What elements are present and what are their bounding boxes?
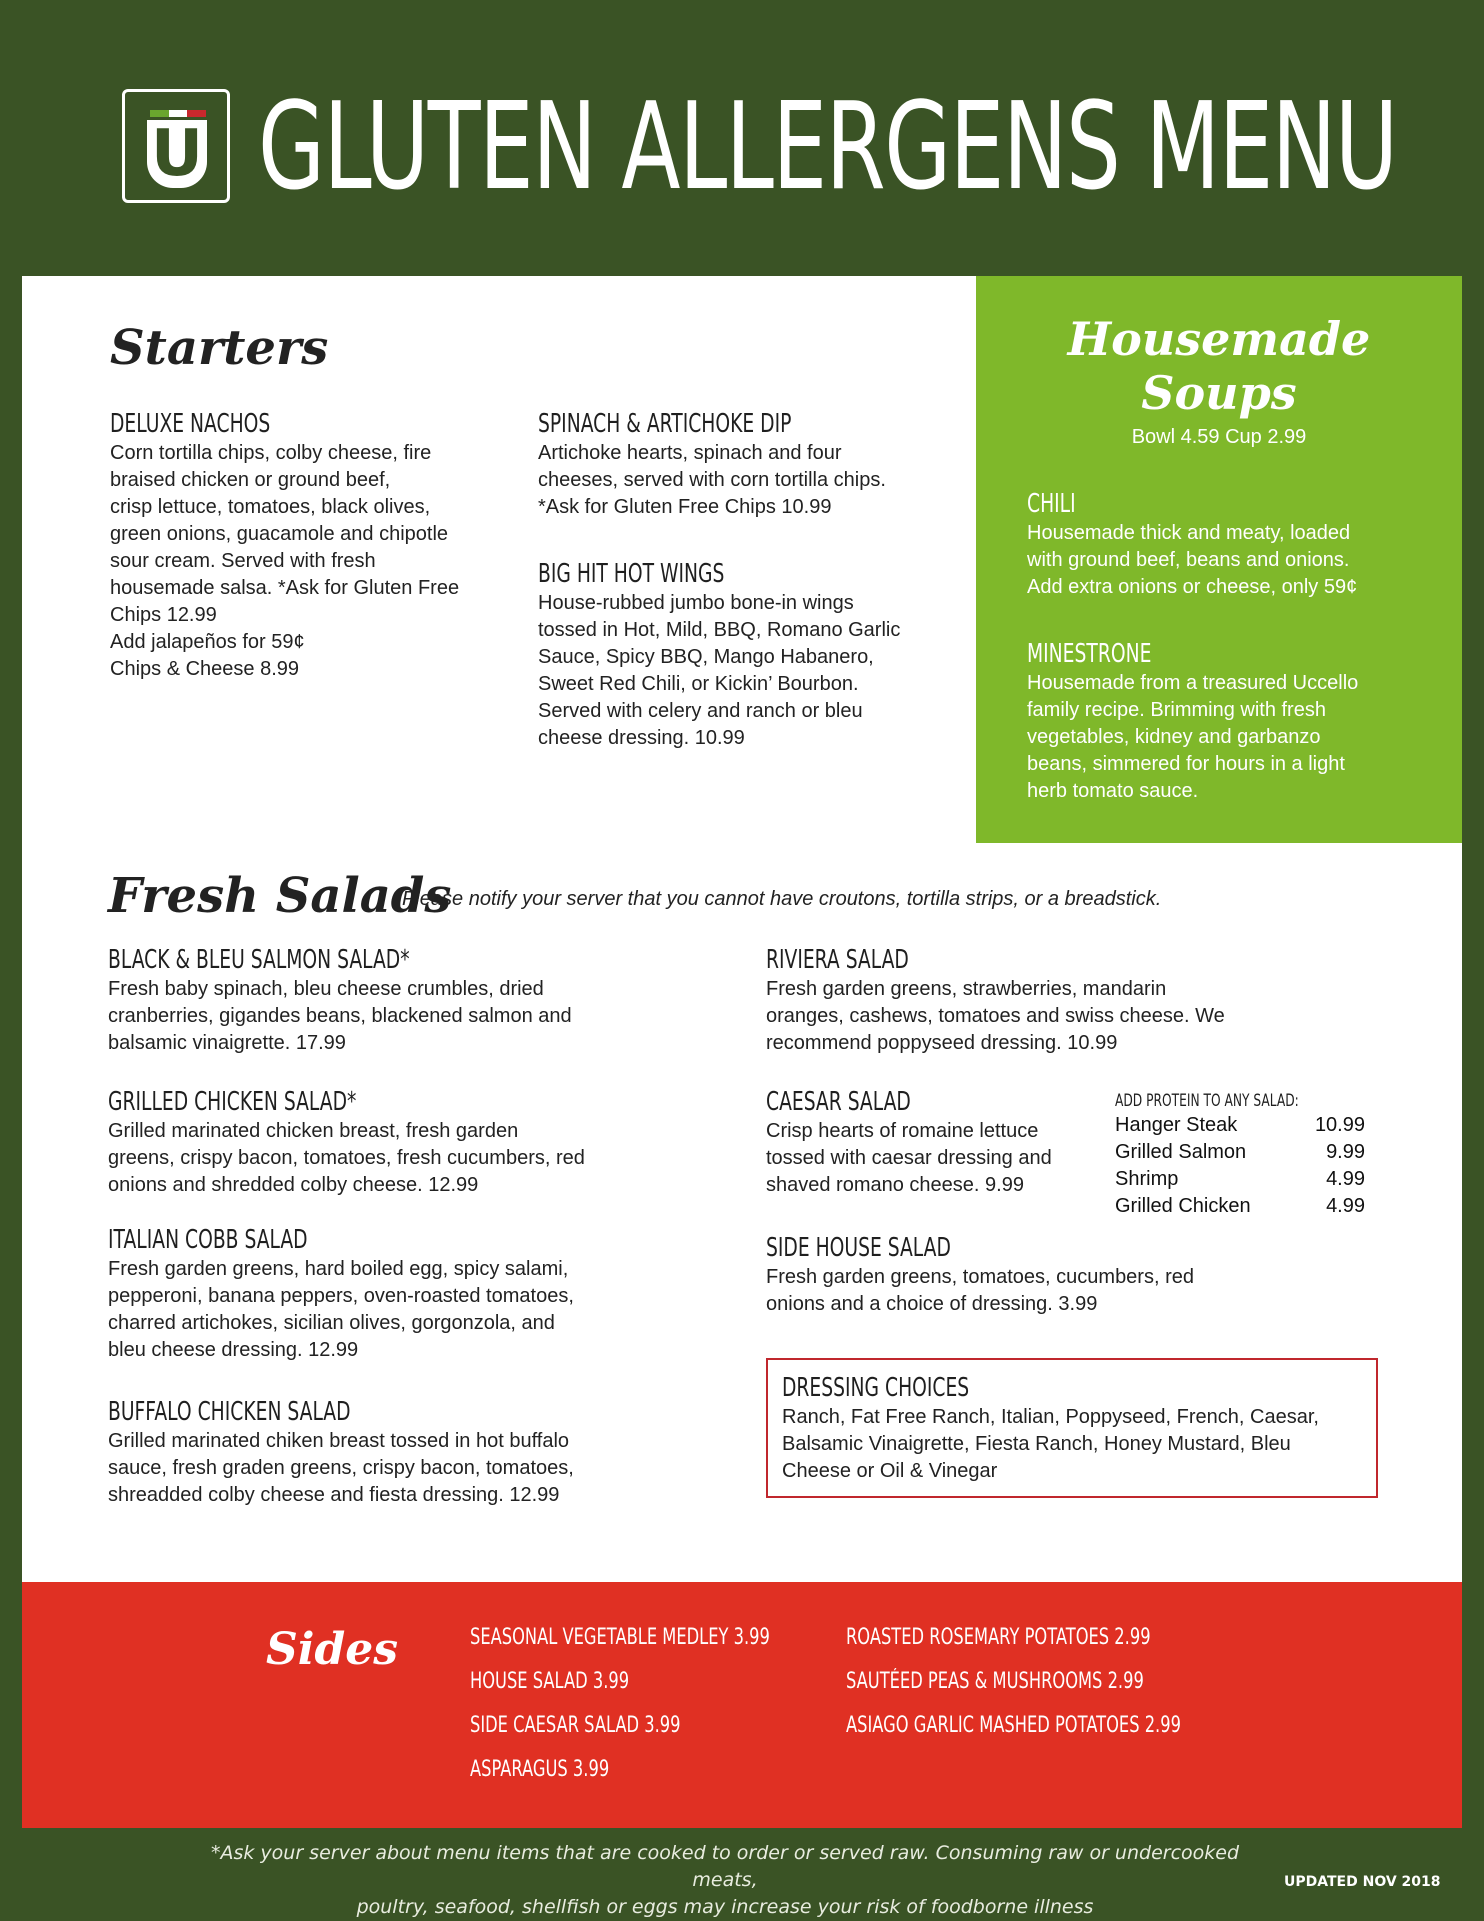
updated-date: UPDATED NOV 2018: [1284, 1874, 1441, 1890]
menu-item-side-house-salad: [766, 1232, 1326, 1318]
menu-item-caesar-salad: [766, 1086, 1106, 1199]
sides-band: [22, 1582, 1462, 1828]
menu-item-black-bleu-salmon-salad: [108, 944, 668, 1057]
side-item: SEASONAL VEGETABLE MEDLEY 3.99: [470, 1625, 770, 1650]
uccello-logo: [122, 89, 230, 203]
add-protein-heading: ADD PROTEIN TO ANY SALAD:: [1115, 1091, 1299, 1111]
dressing-choices-box: [766, 1358, 1378, 1498]
protein-price: 9.99: [1326, 1141, 1365, 1163]
protein-row: [1115, 1193, 1365, 1220]
item-description: Crisp hearts of romaine lettuce tossed with caesar dressing and shaved romano cheese. 9.99: [766, 1120, 1052, 1196]
protein-name: Grilled Salmon: [1115, 1141, 1247, 1163]
item-name: CAESAR SALAD: [766, 1087, 911, 1117]
item-description: Grilled marinated chiken breast tossed in hot buffalo sauce, fresh graden greens, crispy bacon, tomatoes, shreadded colby cheese and fiesta dressing. 12.99: [108, 1430, 574, 1506]
side-item: ROASTED ROSEMARY POTATOES 2.99: [846, 1625, 1151, 1650]
side-item: ASPARAGUS 3.99: [470, 1757, 610, 1782]
side-item: SAUTÉED PEAS & MUSHROOMS 2.99: [846, 1669, 1144, 1694]
menu-item-italian-cobb-salad: [108, 1224, 668, 1364]
logo-letter: U: [147, 120, 207, 188]
protein-price: 4.99: [1326, 1195, 1365, 1217]
menu-item-riviera-salad: [766, 944, 1326, 1057]
food-safety-disclaimer: *Ask your server about menu items that are cooked to order or served raw. Consuming raw or undercooked meats, poultry, seafood, shellfish or eggs may increase your risk of foodborne illness: [210, 1842, 1240, 1918]
item-name: ITALIAN COBB SALAD: [108, 1225, 308, 1255]
item-name: BLACK & BLEU SALMON SALAD*: [108, 945, 410, 975]
menu-item-big-hit-hot-wings: [538, 558, 958, 752]
item-description: Fresh baby spinach, bleu cheese crumbles, dried cranberries, gigandes beans, blackened salmon and balsamic vinaigrette. 17.99: [108, 978, 572, 1054]
header: [0, 0, 1484, 276]
salads-notice: Please notify your server that you cannot have croutons, tortilla strips, or a breadstick.: [402, 888, 1162, 910]
item-description: Artichoke hearts, spinach and four cheeses, served with corn tortilla chips. *Ask for Gluten Free Chips 10.99: [538, 442, 886, 518]
dressing-heading: DRESSING CHOICES: [782, 1373, 970, 1403]
item-description: Fresh garden greens, hard boiled egg, spicy salami, pepperoni, banana peppers, oven-roasted tomatoes, charred artichokes, sicilian olives, gorgonzola, and bleu cheese dressing. 12.99: [108, 1258, 574, 1361]
sides-heading: Sides: [266, 1624, 399, 1675]
item-description: Housemade thick and meaty, loaded with ground beef, beans and onions. Add extra onions or cheese, only 59¢: [1027, 522, 1358, 598]
item-description: Fresh garden greens, strawberries, mandarin oranges, cashews, tomatoes and swiss cheese. We recommend poppyseed dressing. 10.99: [766, 978, 1225, 1054]
item-name: RIVIERA SALAD: [766, 945, 909, 975]
menu-item-minestrone: [1027, 638, 1447, 805]
item-name: BUFFALO CHICKEN SALAD: [108, 1397, 351, 1427]
protein-row: [1115, 1166, 1365, 1193]
item-description: Grilled marinated chicken breast, fresh garden greens, crispy bacon, tomatoes, fresh cucumbers, red onions and shredded colby cheese. 12.99: [108, 1120, 585, 1196]
item-name: DELUXE NACHOS: [110, 409, 271, 439]
menu-item-deluxe-nachos: [110, 408, 510, 683]
protein-row: [1115, 1139, 1365, 1166]
menu-item-buffalo-chicken-salad: [108, 1396, 668, 1509]
dressing-list: Ranch, Fat Free Ranch, Italian, Poppyseed, French, Caesar, Balsamic Vinaigrette, Fiesta Ranch, Honey Mustard, Bleu Cheese or Oil & Vinegar: [782, 1406, 1319, 1482]
menu-item-chili: [1027, 488, 1447, 601]
fresh-salads-heading: Fresh Salads: [108, 868, 452, 924]
protein-name: Shrimp: [1115, 1168, 1179, 1190]
menu-item-grilled-chicken-salad: [108, 1086, 668, 1199]
soups-heading: Housemade Soups: [1067, 312, 1371, 420]
side-item: ASIAGO GARLIC MASHED POTATOES 2.99: [846, 1713, 1181, 1738]
menu-item-spinach-artichoke-dip: [538, 408, 958, 521]
item-name: BIG HIT HOT WINGS: [538, 559, 725, 589]
protein-name: Hanger Steak: [1115, 1114, 1238, 1136]
item-description: Housemade from a treasured Uccello family recipe. Brimming with fresh vegetables, kidney and garbanzo beans, simmered for hours in a light herb tomato sauce.: [1027, 672, 1359, 802]
protein-price: 10.99: [1314, 1114, 1365, 1136]
protein-price: 4.99: [1326, 1168, 1365, 1190]
side-item: SIDE CAESAR SALAD 3.99: [470, 1713, 681, 1738]
protein-row: [1115, 1112, 1365, 1139]
item-name: SPINACH & ARTICHOKE DIP: [538, 409, 792, 439]
italian-flag-stripe: [150, 110, 206, 117]
side-item: HOUSE SALAD 3.99: [470, 1669, 630, 1694]
starters-heading: Starters: [110, 320, 329, 376]
item-description: Fresh garden greens, tomatoes, cucumbers, red onions and a choice of dressing. 3.99: [766, 1266, 1194, 1315]
item-description: House-rubbed jumbo bone-in wings tossed in Hot, Mild, BBQ, Romano Garlic Sauce, Spicy BBQ, Mango Habanero, Sweet Red Chili, or Kickin’ Bourbon. Served with celery and ranch or bleu cheese dressing. 10.99: [538, 592, 901, 749]
item-name: GRILLED CHICKEN SALAD*: [108, 1087, 357, 1117]
item-name: MINESTRONE: [1027, 639, 1152, 669]
add-protein-table: [1115, 1090, 1365, 1220]
soups-price: Bowl 4.59 Cup 2.99: [1131, 426, 1307, 448]
item-name: SIDE HOUSE SALAD: [766, 1233, 951, 1263]
housemade-soups-panel: [976, 276, 1462, 843]
protein-name: Grilled Chicken: [1115, 1195, 1251, 1217]
item-description: Corn tortilla chips, colby cheese, fire braised chicken or ground beef, crisp lettuce, tomatoes, black olives, green onions, guacamole and chipotle sour cream. Served with fresh housemade salsa. *Ask for Gluten Free Chips 12.99 Add jalapeños for 59¢ Chips & Cheese 8.99: [110, 442, 460, 680]
item-name: CHILI: [1027, 489, 1076, 519]
page-title: GLUTEN ALLERGENS MENU: [258, 78, 1397, 217]
